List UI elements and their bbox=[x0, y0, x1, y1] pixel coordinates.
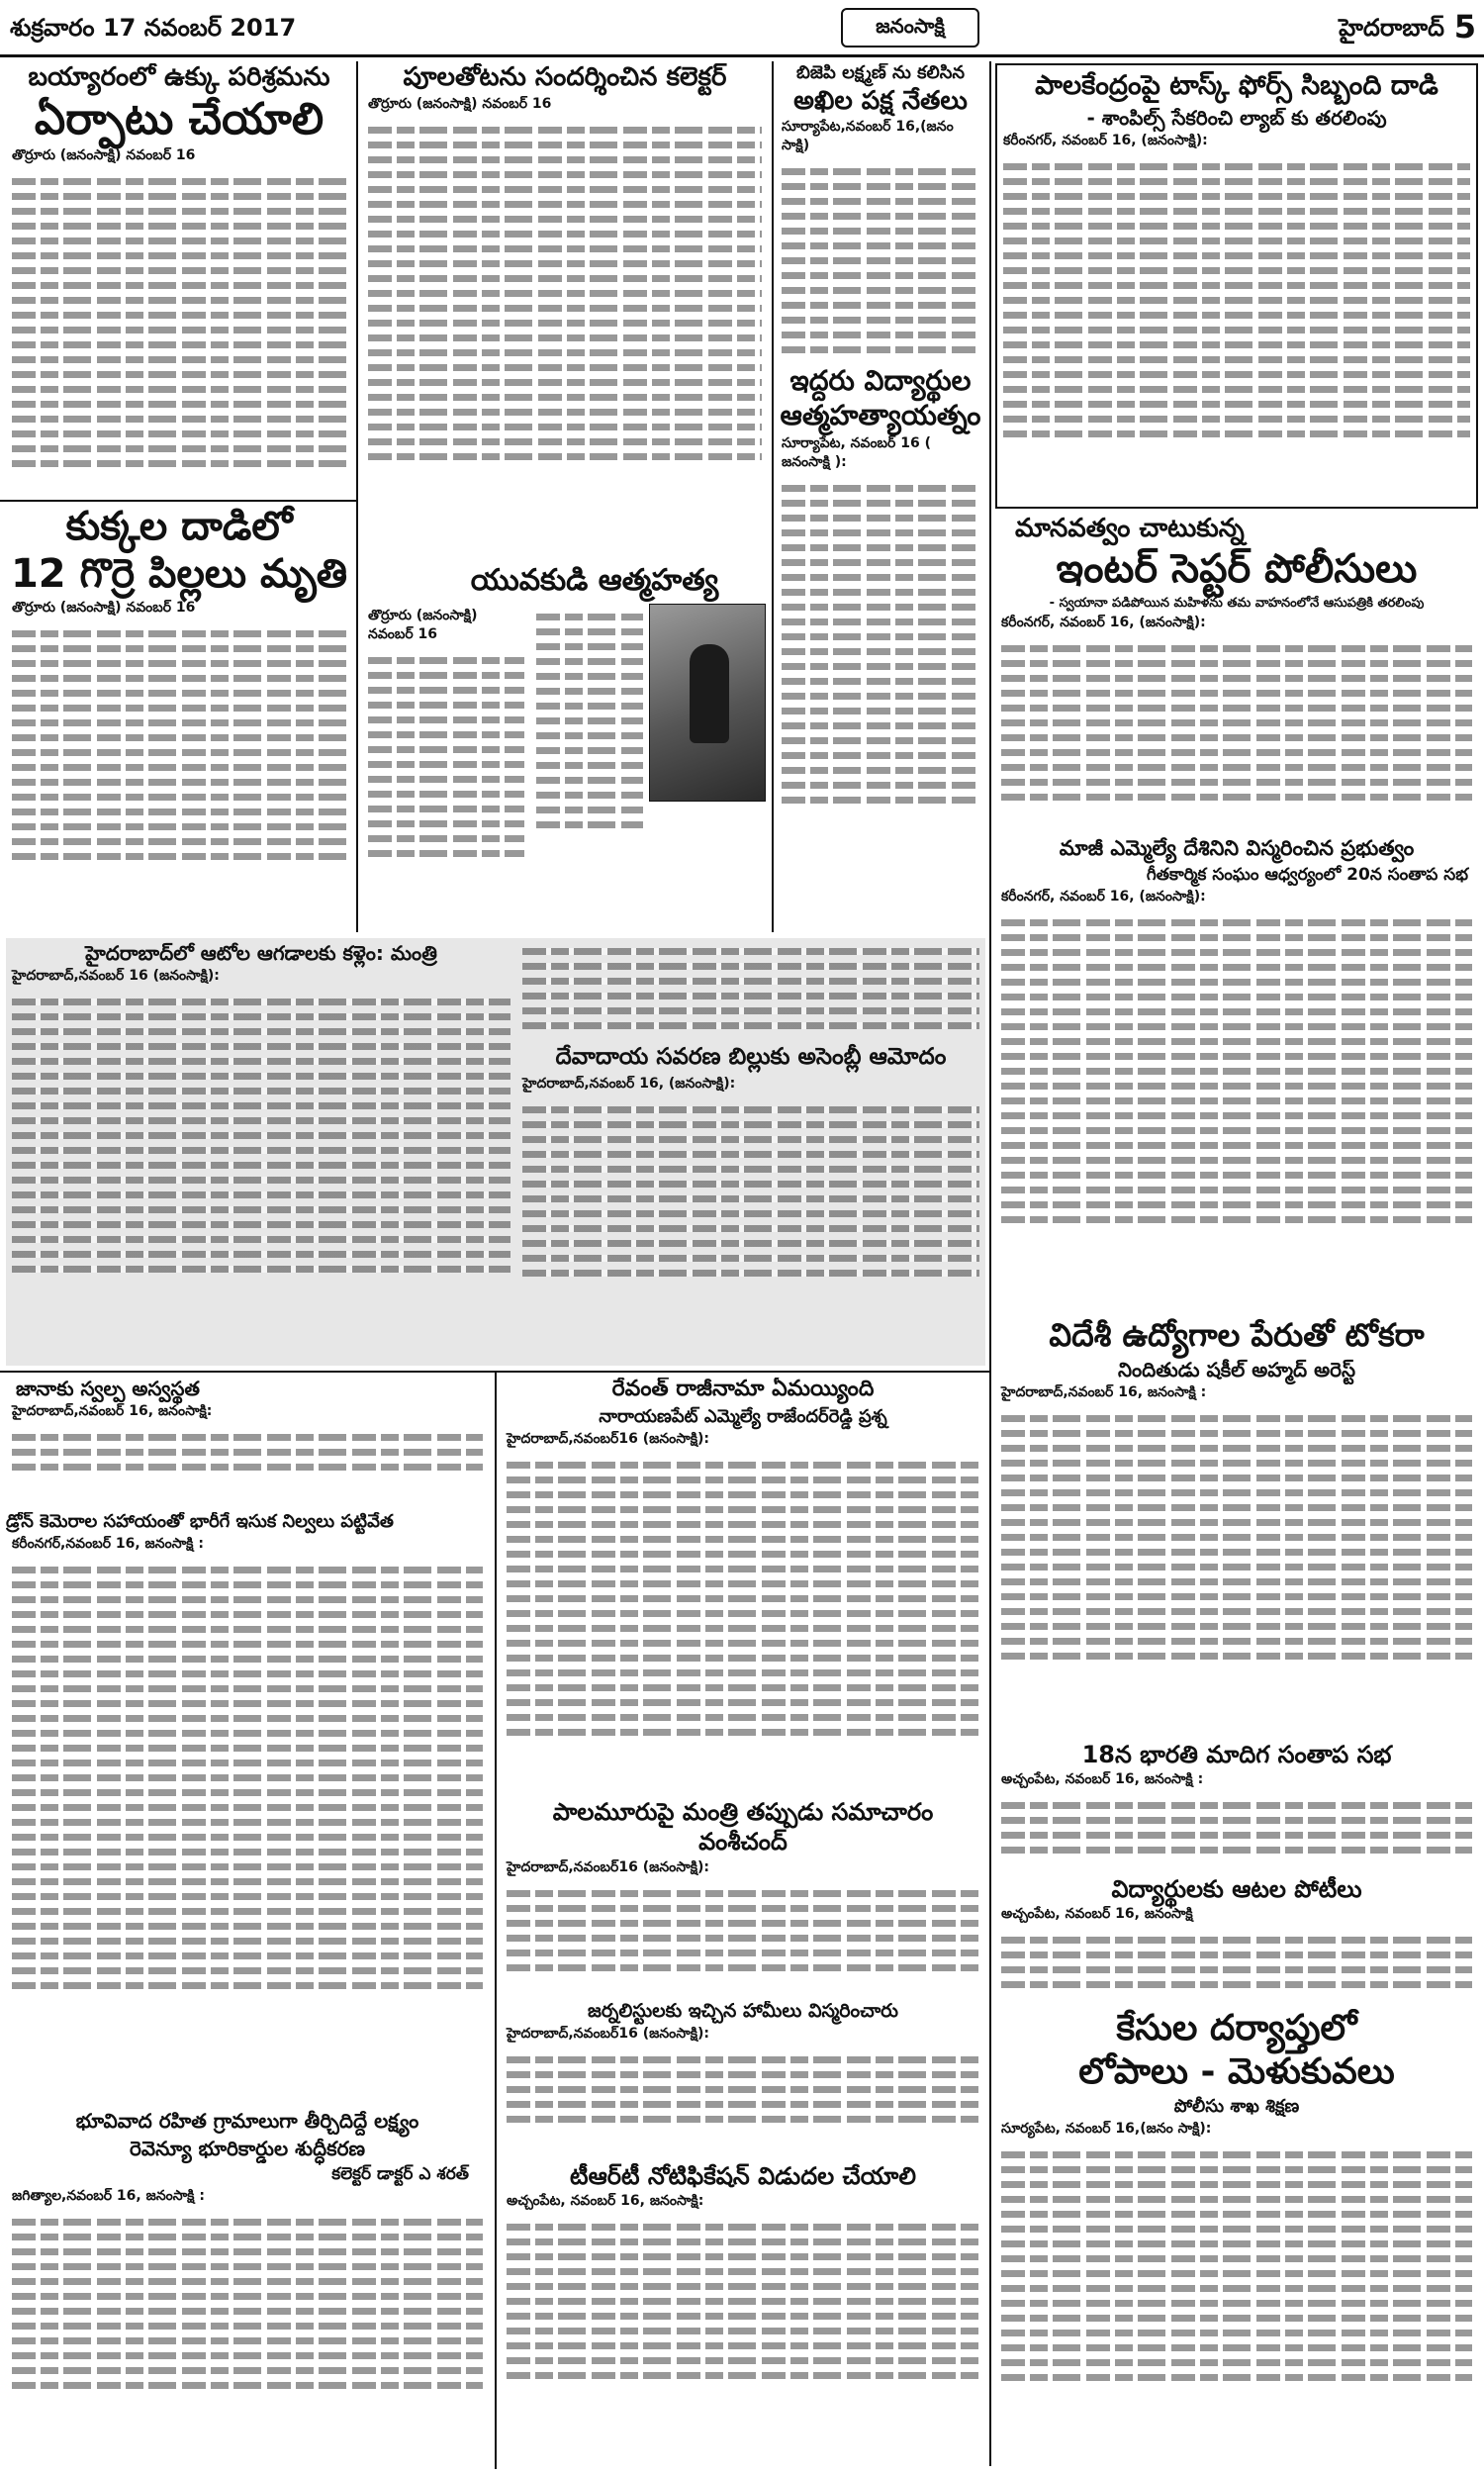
body-text bbox=[995, 1405, 1478, 1669]
dateline: అచ్చంపేట, నవంబర్ 16, జనంసాక్షి: bbox=[507, 2193, 704, 2210]
headline: భూవివాద రహిత గ్రామాలుగా తీర్చిదిద్దే లక్ష్యం bbox=[75, 2110, 419, 2133]
article-steel-plant bbox=[6, 63, 352, 497]
article-dog-attack bbox=[6, 505, 352, 930]
body-text bbox=[995, 1927, 1478, 1998]
subheadline: కలెక్టర్ డాక్టర్ ఎ శరత్ bbox=[331, 2164, 469, 2184]
headline: పూలతోటను సందర్శించిన కలెక్టర్ bbox=[403, 63, 727, 92]
person-figure bbox=[690, 644, 729, 743]
article-drone-sand-seizure bbox=[6, 1512, 489, 2106]
article-flower-garden bbox=[362, 63, 768, 558]
dateline: హైదరాబాద్,నవంబర్16 (జనంసాక్షి): bbox=[507, 1858, 710, 1875]
body-text bbox=[995, 635, 1478, 810]
body-text bbox=[6, 2209, 489, 2399]
column-divider bbox=[772, 61, 774, 932]
body-text bbox=[530, 604, 649, 838]
dateline: హైదరాబాద్,నవంబర్ 16, జనంసాక్షి : bbox=[1001, 1384, 1207, 1401]
article-police-training bbox=[995, 2009, 1478, 2470]
article-endowment-bill bbox=[516, 938, 985, 1366]
article-land-records bbox=[6, 2110, 489, 2470]
dateline: సూర్యాపేట, నవంబర్ 16 ( జనంసాక్షి ): bbox=[782, 434, 931, 470]
body-text bbox=[362, 647, 530, 867]
headline: హైదరాబాద్‌లో ఆటోల ఆగడాలకు కళ్లెం: మంత్రి bbox=[85, 941, 437, 965]
article-palamuru bbox=[501, 1799, 985, 1997]
subheadline: - శాంపిల్స్ సేకరించి ల్యాబ్ కు తరలింపు bbox=[1086, 105, 1387, 130]
dateline: హైదరాబాద్,నవంబర్ 16, (జనంసాక్షి): bbox=[522, 1076, 736, 1093]
article-journalists bbox=[501, 2001, 985, 2159]
column-divider bbox=[356, 61, 358, 932]
headline: డ్రోన్ కెమెరాల సహాయంతో భారీగే ఇసుక నిల్వలు పట్టివేత bbox=[6, 1512, 394, 1532]
row-divider bbox=[0, 500, 356, 502]
dateline: తొర్రూరు (జనంసాక్షి) నవంబర్ 16 bbox=[12, 146, 196, 163]
issue-date: శుక్రవారం 17 నవంబర్ 2017 bbox=[10, 14, 297, 42]
headline: జానాకు స్వల్ప అస్వస్థత bbox=[16, 1378, 200, 1400]
subheadline: గీతకార్మిక సంఘం ఆధ్వర్యంలో 20న సంతాప సభ bbox=[1146, 865, 1468, 886]
article-foreign-jobs-fraud bbox=[995, 1318, 1478, 1734]
article-former-mla bbox=[995, 837, 1478, 1312]
headline: 18న భారతి మాదిగ సంతాప సభ bbox=[1081, 1742, 1392, 1768]
body-text bbox=[995, 2142, 1478, 2391]
body-text bbox=[501, 2214, 985, 2389]
dateline: హైదరాబాద్,నవంబర్16 (జనంసాక్షి): bbox=[507, 1430, 710, 1447]
article-auto-regulation bbox=[6, 938, 516, 1366]
dateline: హైదరాబాద్,నవంబర్ 16, జనంసాక్షి: bbox=[12, 1403, 213, 1419]
article-task-force-raid bbox=[995, 63, 1478, 509]
body-text bbox=[995, 1792, 1478, 1863]
body-text bbox=[501, 2047, 985, 2133]
body-text bbox=[516, 938, 985, 1039]
dateline: తొర్రూరు (జనంసాక్షి) నవంబర్ 16 bbox=[12, 600, 196, 616]
headline-main: ఇంటర్ సెప్టర్ పోలీసులు bbox=[1056, 545, 1418, 592]
headline: రేవంత్ రాజీనామా ఏమయ్యింది bbox=[611, 1378, 875, 1401]
headline-main: రెవెన్యూ భూరికార్డుల శుద్ధీకరణ bbox=[130, 2137, 365, 2160]
headline: యువకుడి ఆత్మహత్య bbox=[470, 564, 719, 598]
headline-main: అఖిల పక్ష నేతలు bbox=[793, 85, 968, 116]
article-sports-competitions bbox=[995, 1876, 1478, 2005]
dateline: కరీంనగర్,నవంబర్ 16, జనంసాక్షి : bbox=[12, 1535, 204, 1552]
headline: మాజీ ఎమ్మెల్యే దేశినిని విస్మరించిన ప్రభుత్వం bbox=[1059, 837, 1415, 860]
dateline: హైదరాబాద్,నవంబర్ 16 (జనంసాక్షి): bbox=[12, 968, 220, 984]
masthead bbox=[0, 0, 1484, 57]
dateline: కరీంనగర్, నవంబర్ 16, (జనంసాక్షి): bbox=[1001, 888, 1206, 904]
body-text bbox=[997, 153, 1476, 447]
article-youth-suicide bbox=[362, 564, 768, 930]
headline: విద్యార్థులకు ఆటల పోటీలు bbox=[1111, 1876, 1362, 1903]
headline: ఇద్దరు విద్యార్థుల bbox=[789, 366, 972, 397]
body-text bbox=[516, 1096, 985, 1286]
body-text bbox=[6, 620, 352, 870]
headline: కేసుల దర్యాప్తులో bbox=[1116, 2009, 1357, 2048]
column-divider bbox=[989, 61, 991, 2466]
body-text bbox=[362, 117, 768, 470]
newspaper-logo: జనంసాక్షి bbox=[841, 8, 979, 48]
subheadline: నిందితుడు షకీల్ అహ్మద్ అరెస్ట్ bbox=[1117, 1358, 1356, 1382]
subheadline: నారాయణపేట్ ఎమ్మెల్యే రాజేందర్‌రెడ్డి ప్రశ్న bbox=[599, 1406, 887, 1428]
body-text bbox=[501, 1452, 985, 1746]
article-revanth-resignation bbox=[501, 1378, 985, 1793]
dateline: హైదరాబాద్,నవంబర్16 (జనంసాక్షి): bbox=[507, 2025, 710, 2042]
article-interceptor-police bbox=[995, 515, 1478, 831]
body-text bbox=[995, 909, 1478, 1233]
body-text bbox=[6, 1557, 489, 1999]
article-jana-health bbox=[6, 1378, 489, 1506]
article-trt-notification bbox=[501, 2163, 985, 2470]
headline-main: లోపాలు - మెళుకువలు bbox=[1078, 2050, 1395, 2092]
subheadline: - స్వయానా పడిపోయిన మహిళను తమ వాహనంలోనే ఆసుపత్రికి తరలింపు bbox=[1049, 595, 1425, 611]
subheadline: పోలీసు శాఖ శిక్షణ bbox=[1173, 2096, 1300, 2118]
headline: మానవత్వం చాటుకున్న bbox=[1015, 515, 1245, 543]
edition-city: హైదరాబాద్ bbox=[1339, 14, 1444, 42]
body-text bbox=[6, 168, 352, 477]
article-students-suicide-attempt bbox=[776, 366, 985, 930]
headline: బయ్యారంలో ఉక్కు పరిశ్రమను bbox=[28, 63, 330, 92]
headline: కుక్కల దాడిలో bbox=[65, 505, 293, 549]
dateline: అచ్చంపేట, నవంబర్ 16, జనంసాక్షి : bbox=[1001, 1771, 1204, 1788]
headline-main: ఆత్మహత్యాయత్నం bbox=[780, 398, 981, 431]
dateline: సూర్యపేట, నవంబర్ 16,(జనం సాక్షి): bbox=[1001, 2120, 1212, 2137]
dateline: సూర్యాపేట,నవంబర్ 16,(జనం సాక్షి) bbox=[782, 119, 954, 154]
headline: బిజెపి లక్ష్మణ్ ను కలిసిన bbox=[796, 63, 965, 83]
headline: దేవాదాయ సవరణ బిల్లుకు అసెంబ్లీ ఆమోదం bbox=[555, 1044, 947, 1070]
row-divider bbox=[0, 1371, 989, 1373]
body-text bbox=[6, 1424, 489, 1480]
column-divider bbox=[495, 1371, 497, 2469]
headline: పాలమూరుపై మంత్రి తప్పుడు సమాచారం bbox=[552, 1799, 934, 1826]
body-text bbox=[6, 989, 516, 1283]
article-bjp-laxman bbox=[776, 63, 985, 360]
body-text bbox=[776, 475, 985, 813]
dateline: తొర్రూరు (జనంసాక్షి) నవంబర్ 16 bbox=[368, 608, 478, 642]
dateline: కరీంనగర్, నవంబర్ 16, (జనంసాక్షి): bbox=[1003, 132, 1208, 148]
dateline: కరీంనగర్, నవంబర్ 16, (జనంసాక్షి): bbox=[1001, 614, 1206, 630]
dateline: తొర్రూరు (జనంసాక్షి) నవంబర్ 16 bbox=[368, 95, 552, 112]
headline: జర్నలిస్టులకు ఇచ్చిన హామీలు విస్మరించారు bbox=[587, 2001, 898, 2022]
dateline: అచ్చంపేట, నవంబర్ 16, జనంసాక్షి bbox=[1001, 1906, 1193, 1923]
article-condolence-meeting bbox=[995, 1742, 1478, 1870]
headline-main: ఏర్పాటు చేయాలి bbox=[34, 93, 325, 144]
news-photo bbox=[649, 604, 766, 802]
headline: టీఆర్‌టీ నోటిఫికేషన్ విడుదల చేయాలి bbox=[570, 2163, 916, 2190]
body-text bbox=[501, 1880, 985, 1981]
headline: పాలకేంద్రంపై టాస్క్ ఫోర్స్ సిబ్బంది దాడి bbox=[1035, 70, 1438, 101]
headline-main: 12 గొర్రె పిల్లలు మృతి bbox=[10, 551, 348, 597]
headline-main: వంశీచంద్ bbox=[698, 1828, 788, 1856]
headline: విదేశీ ఉద్యోగాల పేరుతో టోకరా bbox=[1049, 1318, 1425, 1354]
dateline: జగిత్యాల,నవంబర్ 16, జనంసాక్షి : bbox=[12, 2187, 205, 2204]
body-text bbox=[776, 158, 985, 360]
page-number: 5 bbox=[1453, 8, 1476, 46]
